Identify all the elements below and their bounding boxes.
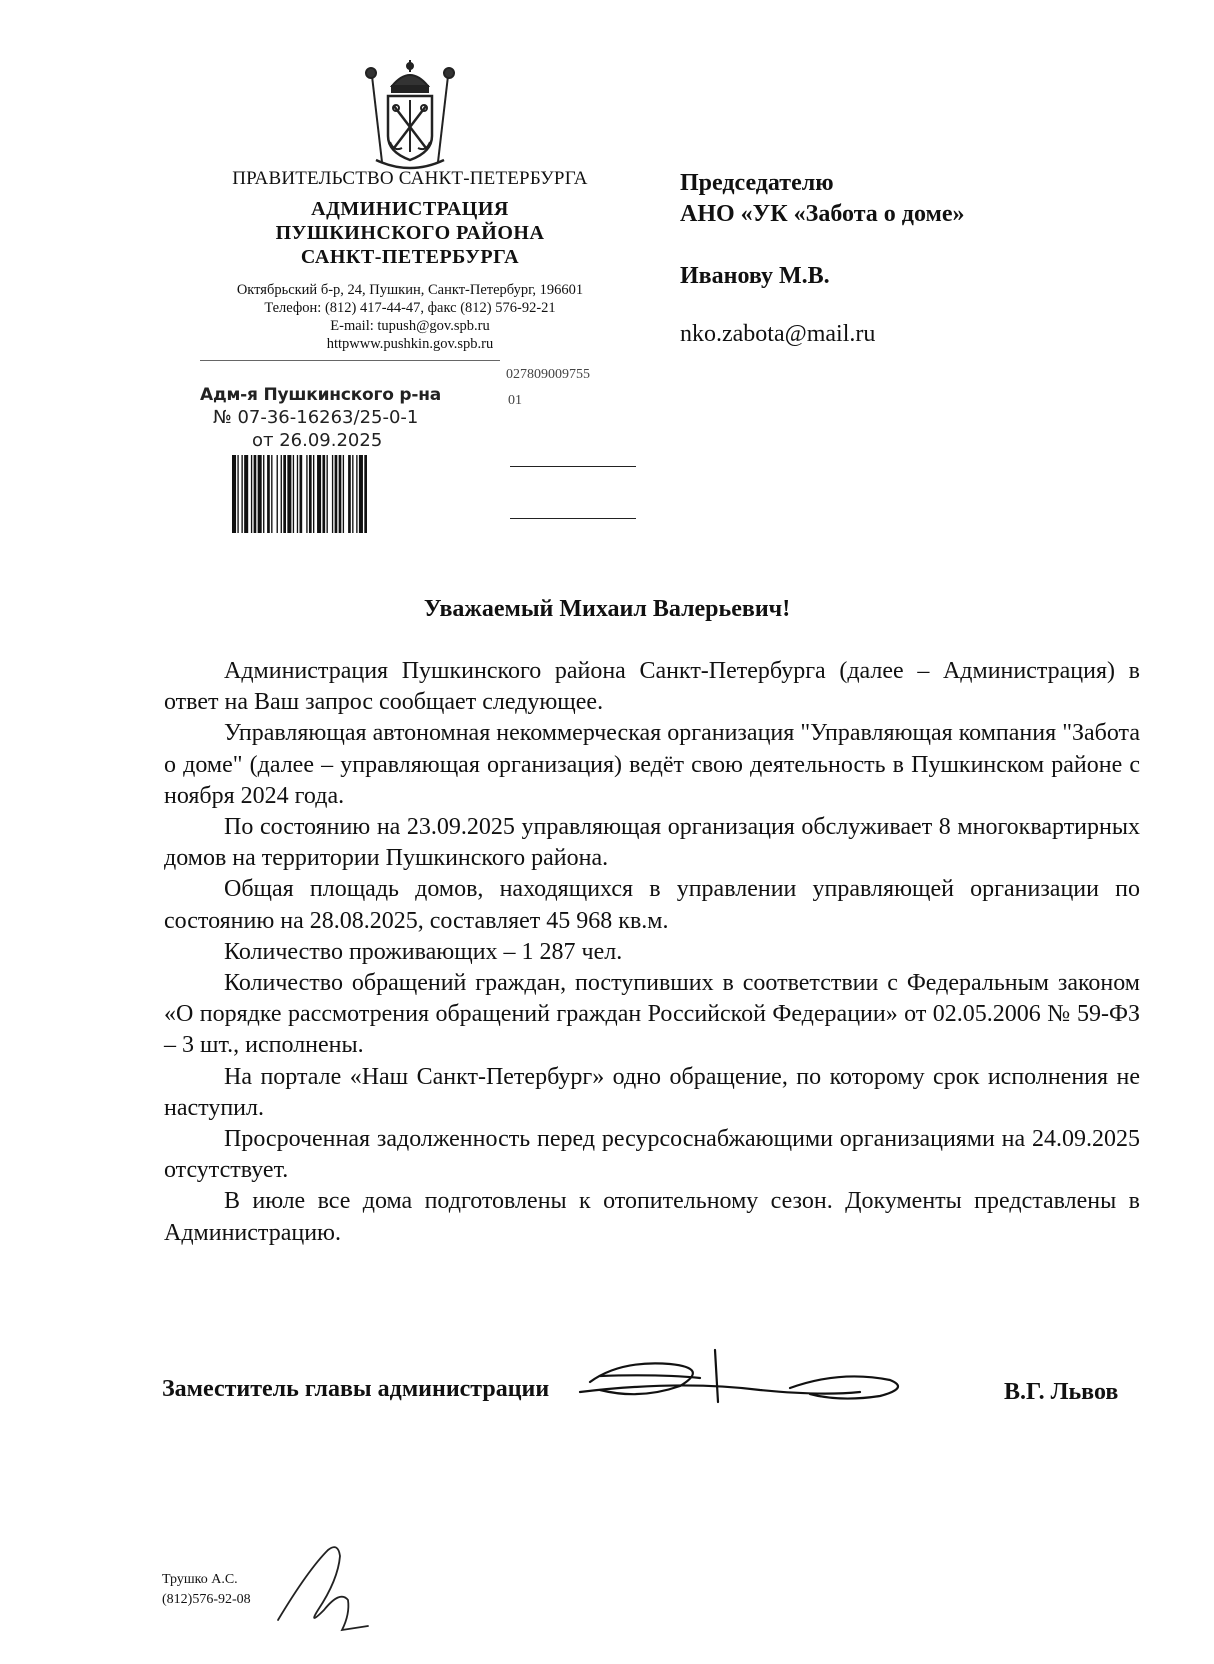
paragraph: В июле все дома подготовлены к отопительному сезон. Документы представлены в Администрацию. (164, 1188, 1140, 1246)
letterhead-phone: Телефон: (812) 417-44-47, факс (812) 576-92-21 (264, 300, 556, 316)
stamp-organization: Адм-я Пушкинского р-на (200, 385, 442, 405)
government-name: ПРАВИТЕЛЬСТВО САНКТ-ПЕТЕРБУРГА (232, 168, 588, 189)
administration-line-2: ПУШКИНСКОГО РАЙОНА (275, 222, 545, 244)
paragraph: По состоянию на 23.09.2025 управляющая организация обслуживает 8 многоквартирных домов на территории Пушкинского района. (164, 814, 1140, 872)
letterhead-divider (200, 360, 500, 361)
paragraph: На портале «Наш Санкт-Петербург» одно обращение, по которому срок исполнения не наступил. (164, 1063, 1140, 1121)
recipient-organization: АНО «УК «Забота о доме» (680, 201, 965, 227)
administration-line-1: АДМИНИСТРАЦИЯ (311, 198, 509, 220)
handwritten-signature (560, 1330, 920, 1420)
stamp-date: от 26.09.2025 (252, 430, 383, 451)
signatory-position: Заместитель главы администрации (162, 1376, 550, 1402)
executor-phone: (812)576-92-08 (162, 1592, 251, 1607)
partial-number-2: 01 (508, 393, 522, 408)
recipient-name: Иванову М.В. (680, 263, 830, 289)
signatory-name: В.Г. Львов (1004, 1379, 1119, 1405)
handwritten-initials (268, 1530, 388, 1650)
paragraph: Администрация Пушкинского района Санкт-Петербурга (далее – Администрация) в ответ на Ваш запрос сообщает следующее. (164, 658, 1140, 716)
letterhead-email: E-mail: tupush@gov.spb.ru (330, 318, 490, 334)
coat-of-arms-icon (352, 56, 468, 172)
paragraph: Управляющая автономная некоммерческая организация "Управляющая компания "Забота о доме" (далее – управляющая организация) ведёт свою деятельность в Пушкинском районе с ноября 2024 года. (164, 720, 1140, 809)
blank-line-2 (510, 518, 636, 519)
paragraph: Просроченная задолженность перед ресурсоснабжающими организациями на 24.09.2025 отсутствует. (164, 1126, 1140, 1184)
letterhead-address: Октябрьский б-р, 24, Пушкин, Санкт-Петербург, 196601 (236, 282, 584, 298)
recipient-title: Председателю (680, 170, 834, 196)
stamp-number: № 07-36-16263/25-0-1 (213, 407, 419, 428)
paragraph: Общая площадь домов, находящихся в управлении управляющей организации по состоянию на 28.08.2025, составляет 45 968 кв.м. (164, 876, 1140, 934)
salutation: Уважаемый Михаил Валерьевич! (423, 596, 791, 622)
paragraph: Количество проживающих – 1 287 чел. (224, 938, 623, 965)
letterhead-web: httpwww.pushkin.gov.spb.ru (326, 336, 494, 352)
recipient-email: nko.zabota@mail.ru (680, 321, 876, 347)
letter-body (164, 656, 1140, 1249)
executor-name: Трушко А.С. (162, 1572, 238, 1587)
barcode (232, 455, 408, 533)
administration-line-3: САНКТ-ПЕТЕРБУРГА (300, 246, 520, 268)
blank-line-1 (510, 466, 636, 467)
paragraph: Количество обращений граждан, поступивших в соответствии с Федеральным законом «О порядке рассмотрения обращений граждан Российской Федерации» от 02.05.2006 № 59-ФЗ – 3 шт., исполнены. (164, 970, 1140, 1059)
partial-number-1: 027809009755 (506, 367, 590, 382)
